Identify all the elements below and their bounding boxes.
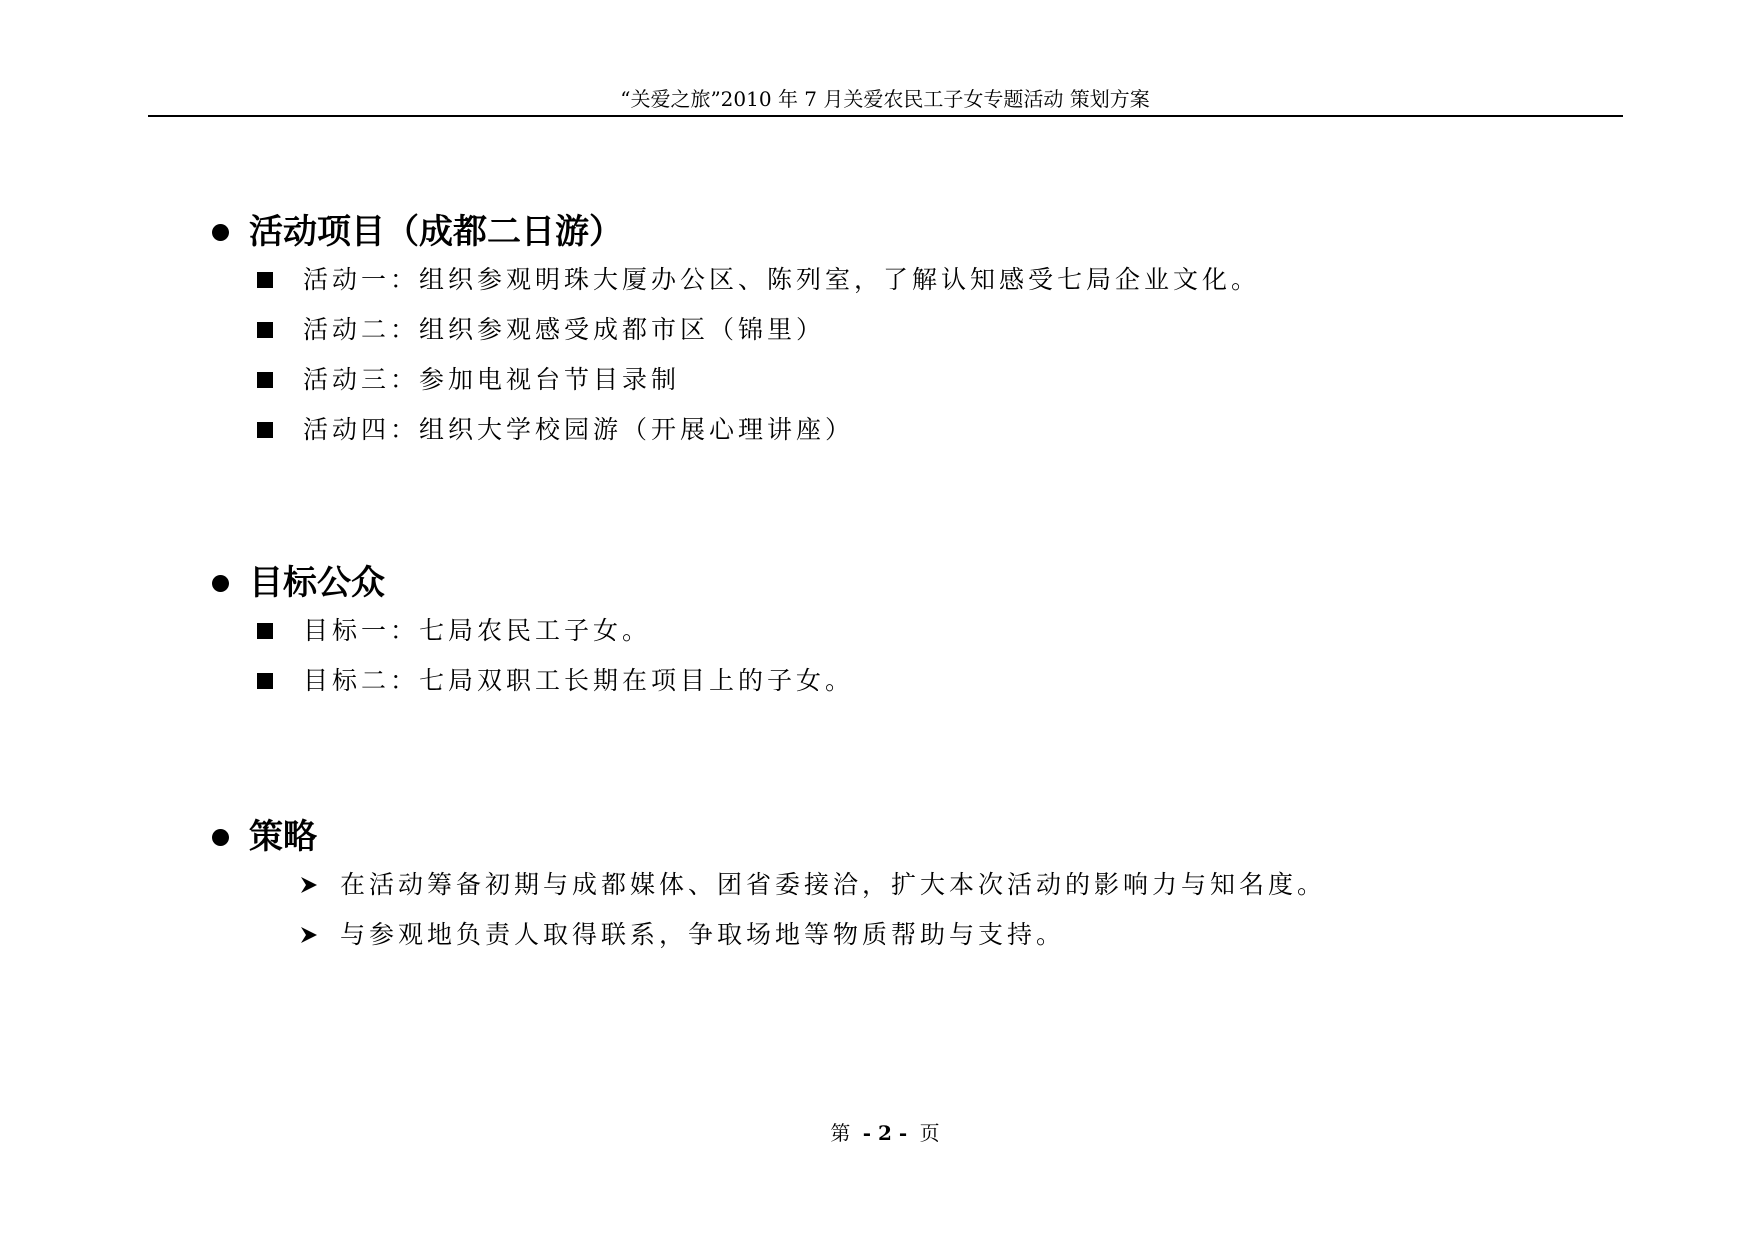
round-bullet-icon [212, 829, 229, 846]
section-heading [212, 817, 1326, 857]
target-list [257, 606, 854, 706]
list-item [257, 255, 1260, 305]
section-activities [212, 212, 1260, 455]
square-bullet-icon [257, 322, 273, 338]
section-target-audience [212, 563, 854, 706]
list-item-text: 活动三：参加电视台节目录制 [303, 365, 681, 394]
list-item [257, 405, 1260, 455]
page-number: - 2 - [862, 1121, 908, 1145]
square-bullet-icon [257, 372, 273, 388]
list-item [257, 656, 854, 706]
section-heading [212, 563, 854, 603]
header-divider [148, 115, 1623, 117]
round-bullet-icon [212, 224, 229, 241]
page-footer [0, 1120, 1754, 1146]
square-bullet-icon [257, 422, 273, 438]
list-item-text: 活动四：组织大学校园游（开展心理讲座） [303, 415, 855, 444]
list-item [257, 305, 1260, 355]
square-bullet-icon [257, 272, 273, 288]
list-item-text: 活动二：组织参观感受成都市区（锦里） [303, 315, 826, 344]
list-item-text: 在活动筹备初期与成都媒体、团省委接洽，扩大本次活动的影响力与知名度。 [340, 870, 1327, 899]
activity-list [257, 255, 1260, 455]
section-title: 活动项目（成都二日游） [249, 212, 623, 252]
round-bullet-icon [212, 575, 229, 592]
list-item-text: 与参观地负责人取得联系，争取场地等物质帮助与支持。 [340, 920, 1066, 949]
arrowhead-bullet-icon [298, 924, 320, 946]
square-bullet-icon [257, 623, 273, 639]
section-heading [212, 212, 1260, 252]
section-strategy [212, 817, 1326, 960]
square-bullet-icon [257, 673, 273, 689]
list-item [257, 606, 854, 656]
list-item [257, 355, 1260, 405]
list-item-text: 目标二：七局双职工长期在项目上的子女。 [303, 666, 855, 695]
list-item [298, 860, 1326, 910]
list-item-text: 目标一：七局农民工子女。 [303, 616, 652, 645]
arrowhead-bullet-icon [298, 874, 320, 896]
page-footer-prefix: 第 [830, 1121, 851, 1145]
section-title: 目标公众 [249, 563, 385, 603]
list-item [298, 910, 1326, 960]
document-header-title: “关爱之旅”2010 年 7 月关爱农民工子女专题活动 策划方案 [620, 87, 1150, 111]
strategy-list [298, 860, 1326, 960]
list-item-text: 活动一：组织参观明珠大厦办公区、陈列室，了解认知感受七局企业文化。 [303, 265, 1261, 294]
page-footer-suffix: 页 [919, 1121, 940, 1145]
section-title: 策略 [249, 817, 317, 857]
